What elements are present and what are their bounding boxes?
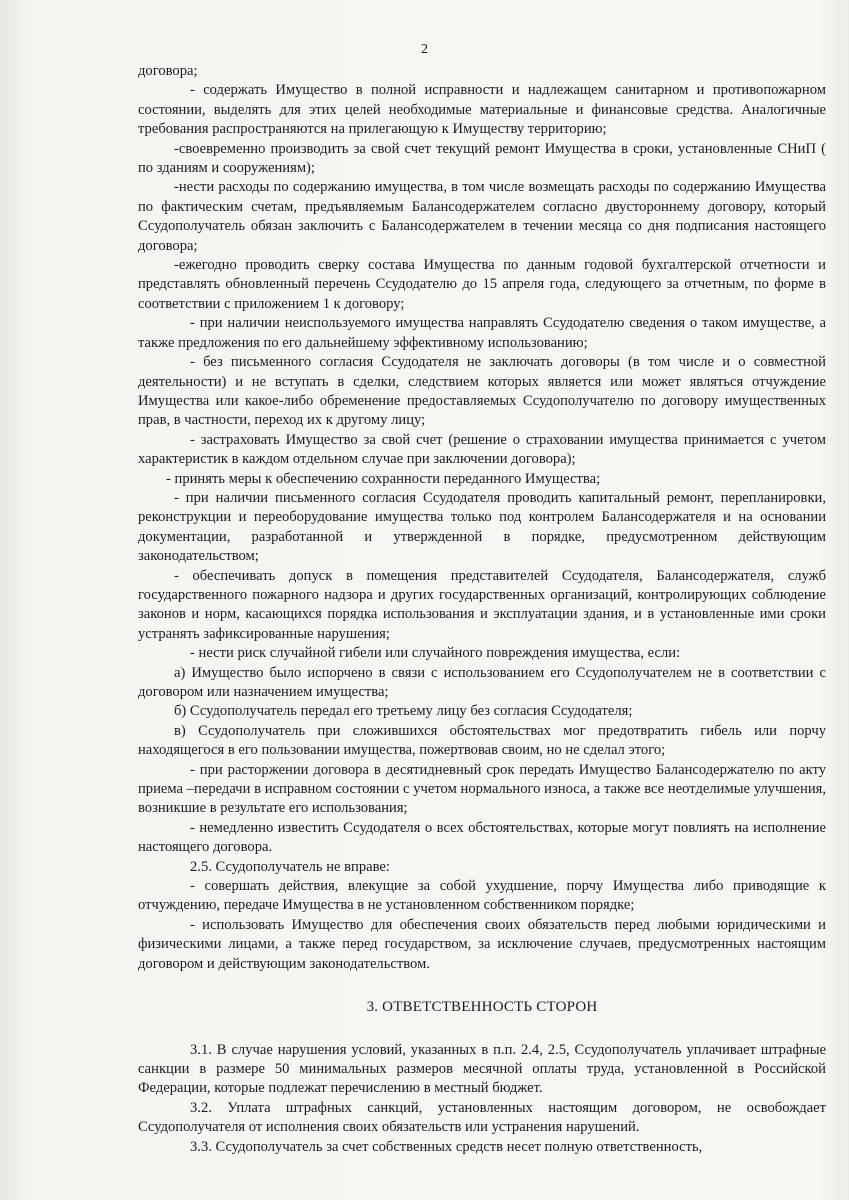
paragraph: -нести расходы по содержанию имущества, в том числе возмещать расходы по содержанию Имущества по фактическим счетам, предъявляемым Балансодержателем согласно двустороннему договору, который Ссудополучатель обязан заключить с Балансодержателем в течении месяца со дня подписания настоящего договора; (138, 179, 826, 254)
paragraph: - использовать Имущество для обеспечения своих обязательств перед любыми юридическими и физическими лицами, а также перед государством, за исключение случаев, предусмотренных настоящим договором и действующим законодательством. (138, 916, 826, 972)
paragraph: - немедленно известить Ссудодателя о всех обстоятельствах, которые могут повлиять на исполнение настоящего договора. (138, 819, 826, 856)
page-number: 2 (421, 42, 428, 57)
section-heading: 3. ОТВЕТСТВЕННОСТЬ СТОРОН (366, 999, 598, 1016)
paragraph: б) Ссудополучатель передал его третьему лицу без согласия Ссудодателя; (174, 703, 633, 720)
paragraph: 2.5. Ссудополучатель не вправе: (190, 858, 390, 875)
paragraph: - принять меры к обеспечению сохранности переданного Имущества; (166, 470, 601, 487)
paragraph: - без письменного согласия Ссудодателя не заключать договоры (в том числе и о совместной деятельности) и не вступать в сделки, следствием которых является или может являться отчуждение Имущества или какое-либо обременение предоставляемых Ссудополучателю по договору имущественных прав, в частности, переход их к другому лицу; (138, 354, 826, 429)
paragraph: -своевременно производить за свой счет текущий ремонт Имущества в сроки, установленные СНиП ( по зданиям и сооружениям); (138, 140, 826, 177)
paragraph: - застраховать Имущество за свой счет (решение о страховании имущества принимается с учетом характеристик в каждом отдельном случае при заключении договора); (138, 431, 826, 468)
paragraph: в) Ссудополучатель при сложившихся обстоятельствах мог предотвратить гибель или порчу находящегося в его пользовании имущества, пожертвовав своим, но не сделал этого; (138, 722, 826, 759)
paragraph: - при расторжении договора в десятидневный срок передать Имущество Балансодержателю по акту приема –передачи в исправном состоянии с учетом нормального износа, а также все неотделимые улучшения, возникшие в результате его использования; (138, 761, 826, 817)
paragraph: - содержать Имущество в полной исправности и надлежащем санитарном и противопожарном состоянии, выделять для этих целей необходимые материальные и финансовые средства. Аналогичные требования распространяются на прилегающую к Имуществу территорию; (138, 82, 826, 138)
paragraph: а) Имущество было испорчено в связи с использованием его Ссудополучателем не в соответствии с договором или назначением имущества; (138, 664, 826, 700)
paragraph: - нести риск случайной гибели или случайного повреждения имущества, если: (190, 645, 681, 662)
paragraph: - обеспечивать допуск в помещения представителей Ссудодателя, Балансодержателя, служб государственного пожарного надзора и других государственных организаций, контролирующих соблюдение законов и норм, касающихся порядка использования и эксплуатации здания, и в установленные ими сроки устранять зафиксированные нарушения; (138, 567, 826, 642)
paragraph: - совершать действия, влекущие за собой ухудшение, порчу Имущества либо приводящие к отчуждению, передаче Имущества в не установленном собственником порядке; (138, 878, 826, 914)
paragraph: договора; (138, 63, 198, 79)
paragraph: - при наличии письменного согласия Ссудодателя проводить капитальный ремонт, перепланировки, реконструкции и переоборудование имущества только под контролем Балансодержателя и на основании документации, разработанной и утвержденной в порядке, предусмотренном действующим законодательством; (138, 489, 826, 565)
paragraph: - при наличии неиспользуемого имущества направлять Ссудодателю сведения о таком имуществе, а также предложения по его дальнейшему эффективному использованию; (138, 315, 826, 351)
paragraph: 3.3. Ссудополучатель за счет собственных средств несет полную ответственность, (190, 1138, 703, 1155)
paragraph: 3.2. Уплата штрафных санкций, установленных настоящим договором, не освобождает Ссудополучателя от исполнения своих обязательств или устранения нарушений. (138, 1099, 826, 1136)
document-body (138, 62, 826, 1157)
paragraph: -ежегодно проводить сверку состава Имущества по данным годовой бухгалтерской отчетности и представлять обновленный перечень Ссудодателю до 15 апреля года, следующего за отчетным, по форме в соответствии с приложением 1 к договору; (138, 257, 826, 312)
paragraph: 3.1. В случае нарушения условий, указанных в п.п. 2.4, 2.5, Ссудополучатель уплачивает штрафные санкции в размере 50 минимальных размеров месячной оплаты труда, установленной в Российской Федерации, которые подлежат перечислению в местный бюджет. (138, 1041, 826, 1097)
